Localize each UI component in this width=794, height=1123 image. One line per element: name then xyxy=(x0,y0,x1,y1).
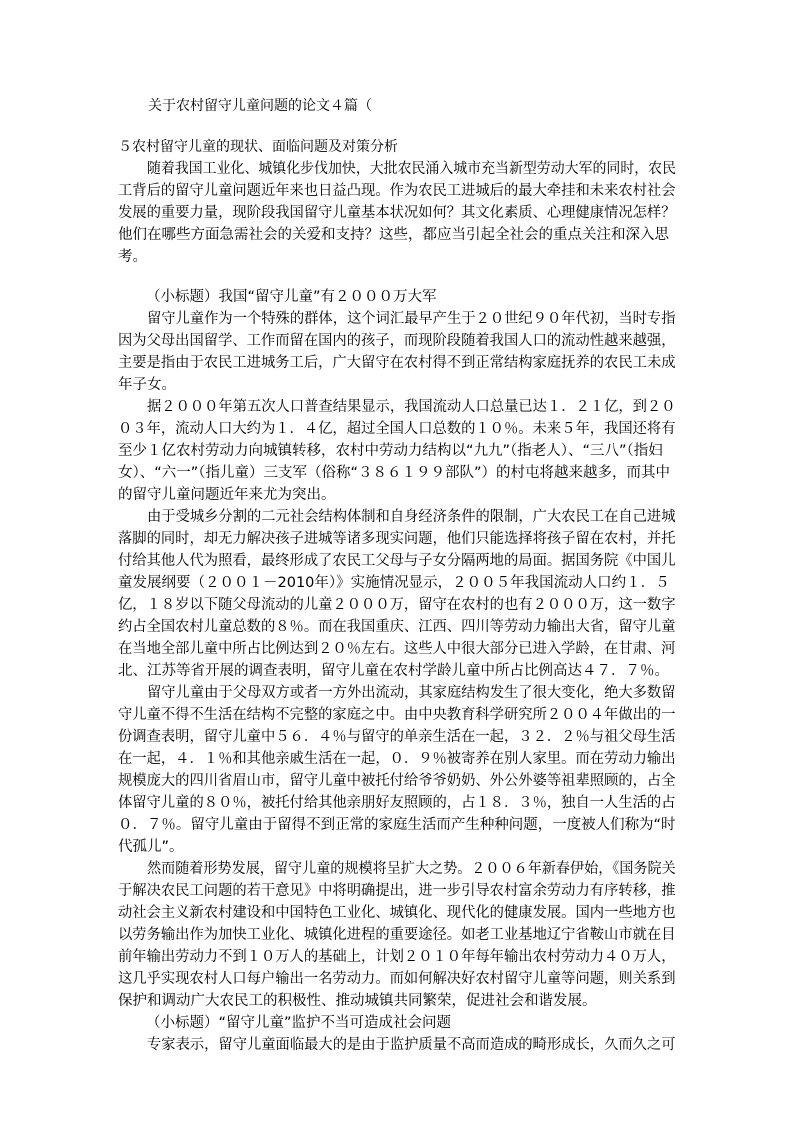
paragraph-line: ０３年，流动人口大约为１．４亿，超过全国人口总数的１０％。未来５年，我国还将有 xyxy=(118,421,676,437)
paragraph-line: 他们在哪些方面急需社会的关爱和支持？这些，都应当引起全社会的重点关注和深入思 xyxy=(118,227,669,243)
paragraph-line: 发展的重要力量，现阶段我国留守儿童基本状况如何？其文化素质、心理健康情况怎样？ xyxy=(118,205,676,221)
subheading: （小标题）我国“留守儿童”有２０００万大军 xyxy=(146,289,437,305)
paragraph-line: 工背后的留守儿童问题近年来也日益凸现。作为农民工进城后的最大牵挂和未来农村社会 xyxy=(118,183,676,199)
section-heading: ５农村留守儿童的现状、面临问题及对策分析 xyxy=(118,139,398,155)
paragraph-line: 然而随着形势发展，留守儿童的规模将呈扩大之势。２００６年新春伊始，《国务院关 xyxy=(147,861,676,877)
paragraph-line: 由于受城乡分割的二元社会结构体制和自身经济条件的限制，广大农民工在自己进城 xyxy=(147,509,676,525)
paragraph-line: 守儿童不得不生活在结构不完整的家庭之中。由中央教育科学研究所２００４年做出的一 xyxy=(118,707,676,723)
paragraph-line: 在当地全部儿童中所占比例达到２０％左右。这些人中很大部分已进入学龄，在甘肃、河 xyxy=(118,641,676,657)
paragraph-line: 份调查表明，留守儿童中５６．４％与留守的单亲生活在一起，３２．２％与祖父母生活 xyxy=(118,729,676,745)
paragraph-line: 于解决农民工问题的若干意见》中将明确提出，进一步引导农村富余劳动力有序转移，推 xyxy=(118,883,676,899)
paragraph-line: 以劳务输出作为加快工业化、城镇化进程的重要途径。如老工业基地辽宁省鞍山市就在目 xyxy=(118,927,676,943)
paragraph-line: 童发展纲要（２００１－2010年）》实施情况显示，２００５年我国流动人口约１．５ xyxy=(118,575,670,591)
paragraph-line: ０．７％。留守儿童由于留得不到正常的家庭生活而产生种种问题，一度被人们称为“时 xyxy=(118,817,676,833)
paragraph-line: 的留守儿童问题近年来尤为突出。 xyxy=(118,487,336,503)
paragraph-line: 考。 xyxy=(118,249,147,265)
paragraph-line: 女）、“六一”（指儿童）三支军（俗称“３８６１９９部队”）的村屯将越来越多，而其中 xyxy=(118,465,671,481)
paragraph-line: 留守儿童作为一个特殊的群体，这个词汇最早产生于２０世纪９０年代初，当时专指 xyxy=(147,311,676,327)
paragraph-line: 至少１亿农村劳动力向城镇转移，农村中劳动力结构以“九九”（指老人）、“三八”（指妇 xyxy=(118,443,663,459)
paragraph-line: 亿，１８岁以下随父母流动的儿童２０００万，留守在农村的也有２０００万，这一数字 xyxy=(118,597,676,613)
paragraph-line: 前年输出劳动力不到１０万人的基础上，计划２０１０年每年输出农村劳动力４０万人， xyxy=(118,949,676,965)
paragraph-line: 主要是指由于农民工进城务工后，广大留守在农村得不到正常结构家庭抚养的农民工未成 xyxy=(118,355,676,371)
paragraph-line: 动社会主义新农村建设和中国特色工业化、城镇化、现代化的健康发展。国内一些地方也 xyxy=(118,905,676,921)
paragraph-line: 代孤儿”。 xyxy=(118,839,184,855)
paragraph-line: 落脚的同时，却无力解决孩子进城等诸多现实问题，他们只能选择将孩子留在农村，并托 xyxy=(118,531,676,547)
paragraph-line: 约占全国农村儿童总数的８％。而在我国重庆、江西、四川等劳动力输出大省，留守儿童 xyxy=(118,619,676,635)
subheading: （小标题）“留守儿童”监护不当可造成社会问题 xyxy=(146,1015,452,1031)
paragraph-line: 随着我国工业化、城镇化步伐加快，大批农民涌入城市充当新型劳动大军的同时，农民 xyxy=(147,161,677,177)
paragraph-line: 保护和调动广大农民工的积极性、推动城镇共同繁荣，促进社会和谐发展。 xyxy=(118,993,597,1009)
paragraph-line: 体留守儿童的８０％，被托付给其他亲朋好友照顾的，占１８．３％，独自一人生活的占 xyxy=(118,795,676,811)
paragraph-line: 年子女。 xyxy=(118,377,176,393)
paragraph-line: 因为父母出国留学、工作而留在国内的孩子，而现阶段随着我国人口的流动性越来越强， xyxy=(118,333,676,349)
paragraph-line: 规模庞大的四川省眉山市，留守儿童中被托付给爷爷奶奶、外公外婆等祖辈照顾的，占全 xyxy=(118,773,676,789)
paragraph-line: 留守儿童由于父母双方或者一方外出流动，其家庭结构发生了很大变化，绝大多数留 xyxy=(147,685,676,701)
paragraph-line: 北、江苏等省开展的调查表明，留守儿童在农村学龄儿童中所占比例高达４７．７％。 xyxy=(118,663,669,679)
paragraph-line: 付给其他人代为照看，最终形成了农民工父母与子女分隔两地的局面。据国务院《中国儿 xyxy=(118,553,676,569)
paragraph-line: 专家表示，留守儿童面临最大的是由于监护质量不高而造成的畸形成长，久而久之可 xyxy=(147,1037,676,1053)
document-title: 关于农村留守儿童问题的论文４篇（ xyxy=(148,98,372,114)
paragraph-line: 据２０００年第五次人口普查结果显示，我国流动人口总量已达１．２１亿，到２０ xyxy=(147,399,676,415)
paragraph-line: 在一起，４．１％和其他亲戚生活在一起，０．９％被寄养在别人家里。而在劳动力输出 xyxy=(118,751,676,767)
paragraph-line: 这几乎实现农村人口每户输出一名劳动力。而如何解决好农村留守儿童等问题，则关系到 xyxy=(118,971,676,987)
